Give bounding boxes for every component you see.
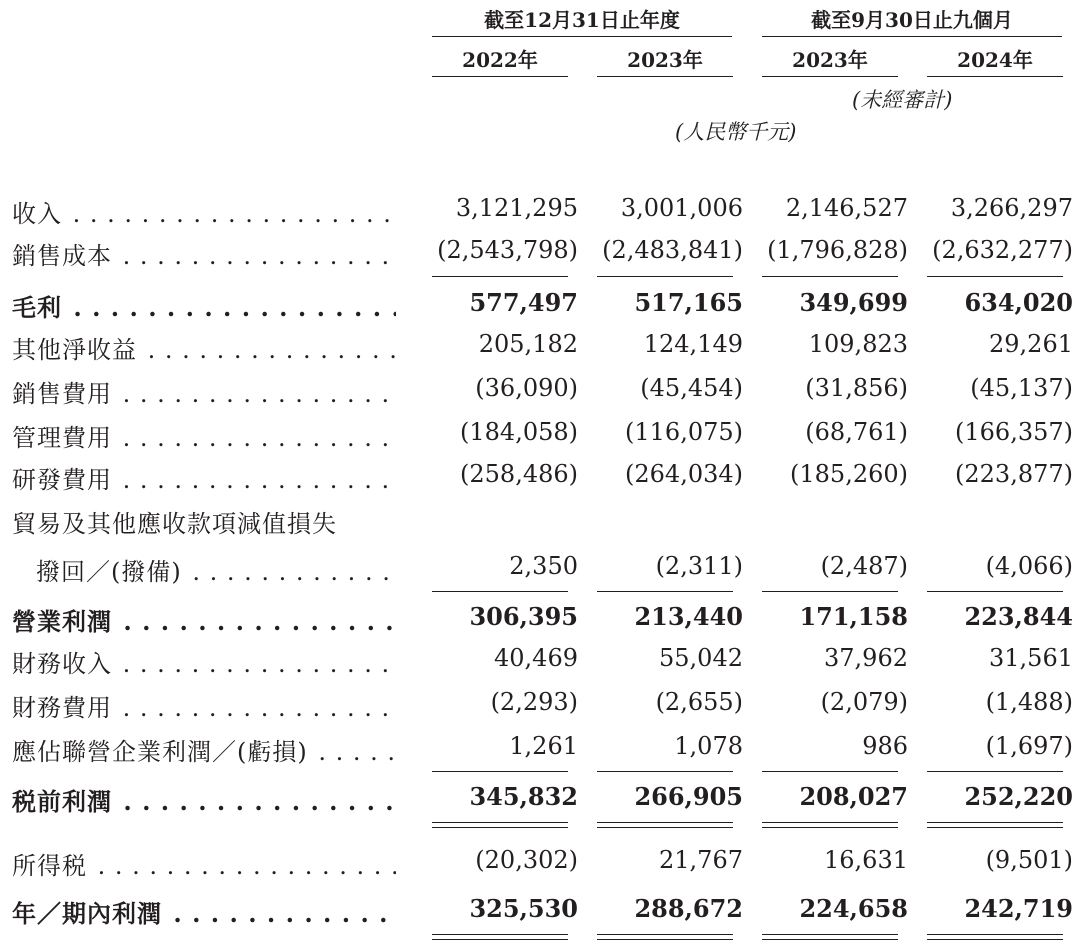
row-value: 124,149 bbox=[643, 330, 743, 358]
row-value: 252,220 bbox=[964, 782, 1073, 811]
double-rule bbox=[432, 934, 568, 935]
row-value: (4,066) bbox=[985, 552, 1073, 580]
row-value: 242,719 bbox=[964, 894, 1073, 923]
row-value: 345,832 bbox=[469, 782, 578, 811]
row-label: 毛利 . . . bbox=[12, 288, 396, 323]
row-label: 其他淨收益 . . . bbox=[12, 330, 396, 365]
row-label: 收入 . . . bbox=[12, 194, 396, 229]
table-row-impairment-heading bbox=[0, 500, 1080, 540]
row-value: 3,001,006 bbox=[620, 194, 743, 222]
row-label: 撥回／(撥備) . . . bbox=[36, 552, 396, 587]
row-value: 577,497 bbox=[469, 288, 578, 317]
table-row-admin-expenses bbox=[0, 414, 1080, 454]
double-rule bbox=[762, 939, 898, 940]
double-rule bbox=[432, 827, 568, 828]
table-row-profit-for-period bbox=[0, 890, 1080, 930]
row-value: 3,121,295 bbox=[455, 194, 578, 222]
row-label: 年／期內利潤 . . . bbox=[12, 894, 396, 929]
row-value: (1,488) bbox=[985, 688, 1073, 716]
row-value: 16,631 bbox=[824, 846, 908, 874]
row-value: 517,165 bbox=[634, 288, 743, 317]
row-value: 325,530 bbox=[469, 894, 578, 923]
row-value: (20,302) bbox=[475, 846, 578, 874]
row-value: (2,543,798) bbox=[437, 236, 578, 264]
year-2023-annual: 2023年 bbox=[627, 48, 703, 72]
row-value: (2,632,277) bbox=[932, 236, 1073, 264]
unaudited-note: (未經審計) bbox=[852, 88, 953, 112]
row-label: 財務費用 . . . bbox=[12, 688, 396, 723]
row-value: (1,796,828) bbox=[767, 236, 908, 264]
row-value: (264,034) bbox=[625, 460, 743, 488]
subtotal-rule bbox=[597, 771, 733, 772]
row-value: (2,293) bbox=[490, 688, 578, 716]
year-rule bbox=[432, 76, 568, 77]
double-rule bbox=[597, 827, 733, 828]
double-rule bbox=[762, 934, 898, 935]
currency-unit-note: (人民幣千元) bbox=[675, 120, 797, 144]
row-value: 1,078 bbox=[674, 732, 743, 760]
row-label: 貿易及其他應收款項減值損失 bbox=[12, 510, 337, 538]
row-value: 288,672 bbox=[634, 894, 743, 923]
table-row-operating-profit bbox=[0, 598, 1080, 638]
double-rule bbox=[927, 934, 1063, 935]
subtotal-rule bbox=[927, 276, 1063, 277]
table-row-rd-expenses bbox=[0, 456, 1080, 496]
row-value: (2,483,841) bbox=[602, 236, 743, 264]
row-value: 266,905 bbox=[634, 782, 743, 811]
row-label: 應佔聯營企業利潤／(虧損) . . . bbox=[12, 732, 396, 767]
row-value: 31,561 bbox=[989, 644, 1073, 672]
row-value: (45,137) bbox=[970, 374, 1073, 402]
row-value: (36,090) bbox=[475, 374, 578, 402]
subtotal-rule bbox=[597, 276, 733, 277]
table-row-profit-before-tax bbox=[0, 778, 1080, 818]
row-value: (9,501) bbox=[985, 846, 1073, 874]
header-year-ended: 截至12月31日止年度 bbox=[484, 8, 680, 32]
row-value: 349,699 bbox=[799, 288, 908, 317]
table-row-other-net-income bbox=[0, 326, 1080, 366]
row-label: 所得税 . . . bbox=[12, 846, 396, 881]
row-value: (116,075) bbox=[625, 418, 743, 446]
row-value: (2,311) bbox=[655, 552, 743, 580]
table-row-share-of-associates bbox=[0, 728, 1080, 768]
double-rule bbox=[597, 939, 733, 940]
double-rule bbox=[927, 939, 1063, 940]
row-value: 634,020 bbox=[964, 288, 1073, 317]
row-value: 306,395 bbox=[469, 602, 578, 631]
row-value: (68,761) bbox=[805, 418, 908, 446]
year-2023-interim: 2023年 bbox=[792, 48, 868, 72]
row-value: (1,697) bbox=[985, 732, 1073, 760]
year-rule bbox=[597, 76, 733, 77]
subtotal-rule bbox=[597, 591, 733, 592]
subtotal-rule bbox=[927, 591, 1063, 592]
row-value: (31,856) bbox=[805, 374, 908, 402]
double-rule bbox=[432, 939, 568, 940]
row-value: (166,357) bbox=[955, 418, 1073, 446]
row-value: 109,823 bbox=[808, 330, 908, 358]
row-value: 37,962 bbox=[824, 644, 908, 672]
table-row-selling-expenses bbox=[0, 370, 1080, 410]
row-label: 財務收入 . . . bbox=[12, 644, 396, 679]
row-value: (2,655) bbox=[655, 688, 743, 716]
row-value: 208,027 bbox=[799, 782, 908, 811]
table-row-cost-of-sales bbox=[0, 232, 1080, 272]
row-value: 986 bbox=[862, 732, 908, 760]
subtotal-rule bbox=[762, 771, 898, 772]
row-value: 1,261 bbox=[509, 732, 578, 760]
double-rule bbox=[597, 822, 733, 823]
subtotal-rule bbox=[432, 276, 568, 277]
row-label: 銷售費用 . . . bbox=[12, 374, 396, 409]
row-label: 研發費用 . . . bbox=[12, 460, 396, 495]
row-value: (2,487) bbox=[820, 552, 908, 580]
row-value: (45,454) bbox=[640, 374, 743, 402]
year-rule bbox=[762, 76, 898, 77]
table-row-finance-income bbox=[0, 640, 1080, 680]
double-rule bbox=[762, 827, 898, 828]
row-value: 40,469 bbox=[494, 644, 578, 672]
subtotal-rule bbox=[927, 771, 1063, 772]
row-label: 銷售成本 . . . bbox=[12, 236, 396, 271]
header-nine-months: 截至9月30日止九個月 bbox=[811, 8, 1013, 32]
header-rule-nine-months bbox=[762, 36, 1062, 37]
row-value: (2,079) bbox=[820, 688, 908, 716]
row-value: 223,844 bbox=[964, 602, 1073, 631]
double-rule bbox=[927, 822, 1063, 823]
subtotal-rule bbox=[762, 276, 898, 277]
year-2024-interim: 2024年 bbox=[957, 48, 1033, 72]
double-rule bbox=[762, 822, 898, 823]
row-value: 2,350 bbox=[509, 552, 578, 580]
row-value: 21,767 bbox=[659, 846, 743, 874]
table-row-impairment-reversal bbox=[0, 548, 1080, 588]
double-rule bbox=[927, 827, 1063, 828]
double-rule bbox=[432, 822, 568, 823]
row-value: (223,877) bbox=[955, 460, 1073, 488]
row-value: (184,058) bbox=[460, 418, 578, 446]
table-row-revenue bbox=[0, 190, 1080, 230]
year-rule bbox=[927, 76, 1063, 77]
row-value: 2,146,527 bbox=[785, 194, 908, 222]
table-row-finance-costs bbox=[0, 684, 1080, 724]
row-value: 3,266,297 bbox=[950, 194, 1073, 222]
row-value: 29,261 bbox=[989, 330, 1073, 358]
row-label: 税前利潤 . . . bbox=[12, 782, 396, 817]
row-value: 205,182 bbox=[478, 330, 578, 358]
row-value: 171,158 bbox=[799, 602, 908, 631]
row-label: 營業利潤 . . . bbox=[12, 602, 396, 637]
row-label: 管理費用 . . . bbox=[12, 418, 396, 453]
table-row-gross-profit bbox=[0, 284, 1080, 324]
row-value: 224,658 bbox=[799, 894, 908, 923]
header-rule-year bbox=[432, 36, 732, 37]
row-value: (258,486) bbox=[460, 460, 578, 488]
year-2022: 2022年 bbox=[462, 48, 538, 72]
subtotal-rule bbox=[432, 771, 568, 772]
subtotal-rule bbox=[432, 591, 568, 592]
row-value: 213,440 bbox=[634, 602, 743, 631]
row-value: (185,260) bbox=[790, 460, 908, 488]
subtotal-rule bbox=[762, 591, 898, 592]
table-row-income-tax bbox=[0, 842, 1080, 882]
row-value: 55,042 bbox=[659, 644, 743, 672]
double-rule bbox=[597, 934, 733, 935]
